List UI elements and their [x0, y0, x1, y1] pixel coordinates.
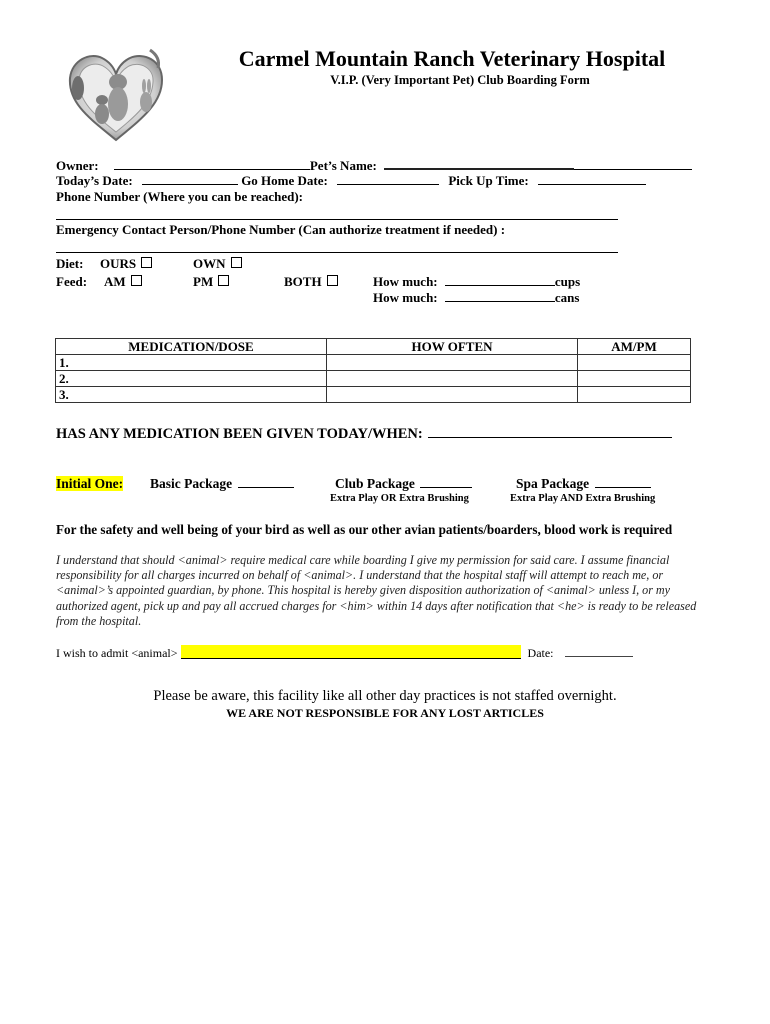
pet-name-label: Pet’s Name: — [309, 158, 377, 173]
pet-name-field-extension[interactable] — [574, 158, 692, 170]
cans-unit: cans — [554, 290, 580, 305]
owner-row — [56, 157, 692, 174]
emergency-contact-label: Emergency Contact Person/Phone Number (Can authorize treatment if needed) : — [56, 222, 506, 237]
dates-row — [56, 173, 646, 189]
am-checkbox[interactable] — [131, 275, 142, 286]
cups-amount-field[interactable] — [445, 274, 555, 286]
diet-label: Diet: — [56, 256, 84, 271]
phone-label: Phone Number (Where you can be reached): — [56, 189, 303, 204]
go-home-date-field[interactable] — [337, 173, 439, 185]
table-row — [56, 387, 691, 403]
pickup-time-field[interactable] — [538, 173, 646, 185]
owner-field[interactable] — [114, 158, 310, 170]
medication-given-label: HAS ANY MEDICATION BEEN GIVEN TODAY/WHEN: — [56, 426, 423, 442]
pickup-time-label: Pick Up Time: — [448, 173, 529, 188]
table-row — [56, 355, 691, 371]
own-checkbox[interactable] — [231, 257, 242, 268]
lost-articles-disclaimer: WE ARE NOT RESPONSIBLE FOR ANY LOST ARTICLES — [226, 706, 544, 720]
am-pm-cell[interactable] — [578, 355, 691, 371]
am-pm-cell[interactable] — [578, 371, 691, 387]
go-home-date-label: Go Home Date: — [241, 173, 328, 188]
phone-field[interactable] — [56, 219, 618, 220]
ours-checkbox[interactable] — [141, 257, 152, 268]
medication-given-row — [56, 425, 672, 443]
spa-package-initial-field[interactable] — [595, 476, 651, 488]
both-checkbox[interactable] — [327, 275, 338, 286]
spa-package-note: Extra Play AND Extra Brushing — [510, 493, 656, 504]
medication-table — [55, 338, 691, 403]
club-package-initial-field[interactable] — [420, 476, 472, 488]
feed-option-both[interactable]: BOTH — [284, 274, 338, 290]
cups-unit: cups — [554, 274, 581, 289]
how-often-cell[interactable] — [327, 387, 578, 403]
col-medication-dose: MEDICATION/DOSE — [56, 339, 327, 355]
feed-option-am[interactable]: AM — [104, 274, 142, 290]
admit-date-field[interactable] — [565, 645, 633, 657]
how-often-cell[interactable] — [327, 371, 578, 387]
how-much-label: How much: — [373, 274, 438, 289]
cans-amount-field[interactable] — [445, 290, 555, 302]
page-title: Carmel Mountain Ranch Veterinary Hospital — [238, 46, 666, 71]
todays-date-field[interactable] — [142, 173, 238, 185]
emergency-contact-field[interactable] — [56, 252, 618, 253]
col-am-pm: AM/PM — [578, 339, 691, 355]
how-much-cups-row — [373, 274, 580, 290]
table-row — [56, 371, 691, 387]
diet-option-ours[interactable]: OURS — [100, 256, 152, 272]
am-pm-cell[interactable] — [578, 387, 691, 403]
bird-bloodwork-notice: For the safety and well being of your bird as well as our other avian patients/boarders, blood work is required — [56, 522, 673, 537]
feed-option-pm[interactable]: PM — [193, 274, 229, 290]
col-how-often: HOW OFTEN — [327, 339, 578, 355]
medication-given-field[interactable] — [428, 425, 672, 438]
overnight-notice: Please be aware, this facility like all other day practices is not staffed overnight. — [153, 688, 617, 704]
how-often-cell[interactable] — [327, 355, 578, 371]
admit-signature-field[interactable] — [181, 645, 521, 659]
diet-option-own[interactable]: OWN — [193, 256, 242, 272]
club-package-note: Extra Play OR Extra Brushing — [330, 493, 469, 504]
club-package-option[interactable]: Club Package — [335, 476, 472, 492]
medication-cell[interactable]: 3. — [56, 387, 327, 403]
admit-label: I wish to admit <animal> — [56, 646, 178, 660]
pet-name-field[interactable] — [384, 157, 574, 170]
consent-paragraph: I understand that should <animal> require medical care while boarding I give my permission for said care. I assume financial responsibility for all charges incurred on behalf of <animal>. I understand that the hospital staff will attempt to reach me, or <animal>’s appointed guardian, by phone. This hospital is hereby given disposition authorization of <animal> unless I, or my authorized agent, pick up and pay all accrued charges for <him> within 14 days after notification that <he> is ready to be released from the hospital. — [56, 553, 697, 628]
how-much-cans-row — [373, 290, 579, 306]
basic-package-option[interactable]: Basic Package — [150, 476, 294, 492]
initial-one-label: Initial One: — [56, 476, 124, 491]
admit-date-label: Date: — [527, 646, 554, 660]
medication-cell[interactable]: 2. — [56, 371, 327, 387]
owner-label: Owner: — [56, 158, 99, 173]
feed-label: Feed: — [56, 274, 88, 289]
basic-package-initial-field[interactable] — [238, 476, 294, 488]
pm-checkbox[interactable] — [218, 275, 229, 286]
how-much-label: How much: — [373, 290, 438, 305]
form-subtitle: V.I.P. (Very Important Pet) Club Boarding Form — [330, 73, 590, 87]
todays-date-label: Today’s Date: — [56, 173, 133, 188]
medication-cell[interactable]: 1. — [56, 355, 327, 371]
spa-package-option[interactable]: Spa Package — [516, 476, 651, 492]
admit-row — [56, 645, 633, 661]
table-header-row — [56, 339, 691, 355]
